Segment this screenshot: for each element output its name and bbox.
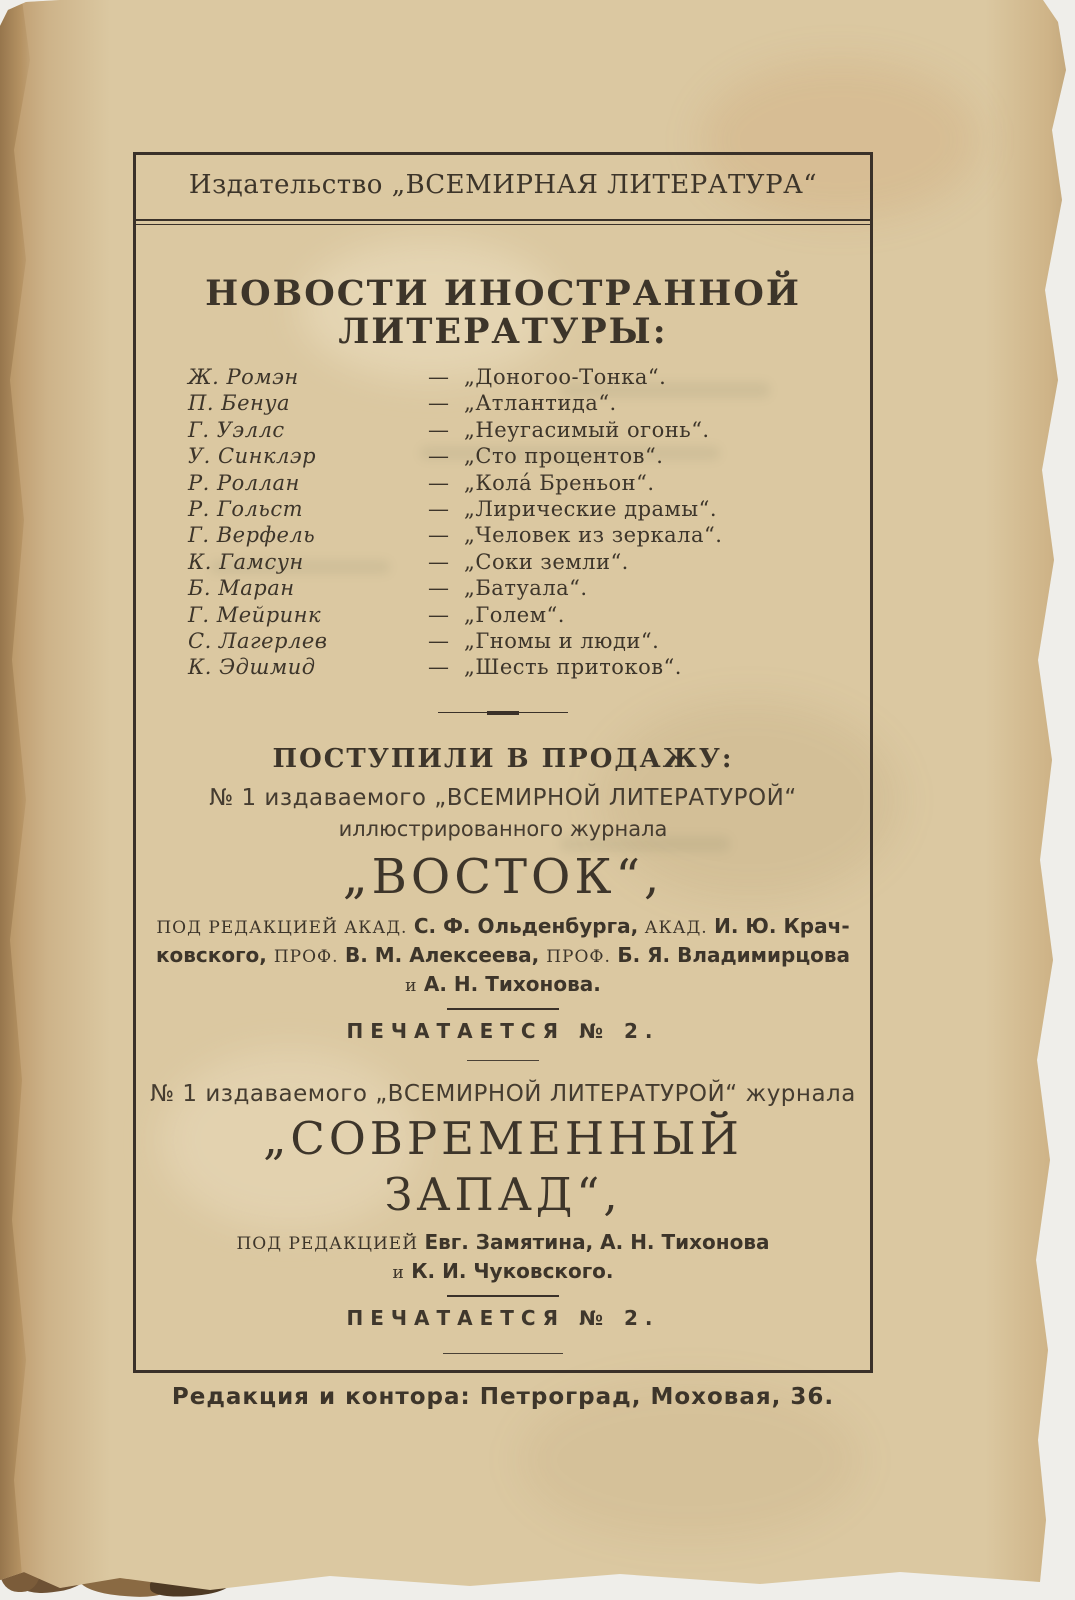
editor-name: В. М. Алексеева,	[344, 942, 547, 967]
dash: —	[428, 655, 449, 680]
address-line: Редакция и контора: Петроград, Моховая, 36.	[171, 1383, 835, 1410]
editors-line	[136, 1229, 870, 1258]
dash: —	[428, 470, 449, 495]
editor-name: Б. Я. Владимирцова	[617, 942, 851, 967]
book-title: „Атлантида“.	[464, 391, 617, 416]
book-title: „Сто процентов“.	[464, 444, 664, 469]
author-name: П. Бенуа	[188, 391, 291, 416]
editor-name: А. Н. Тихонова.	[423, 971, 601, 996]
editor-name: И. Ю. Крач-	[714, 913, 850, 938]
vostok-issue-subline: иллюстрированного журнала	[338, 816, 668, 841]
editors-label: ПРОФ.	[546, 946, 618, 967]
author-name: Г. Верфель	[188, 523, 316, 548]
zapad-editors	[136, 1229, 870, 1287]
editors-label: ПОД РЕДАКЦИЕЙ	[236, 1233, 425, 1254]
book-row	[188, 655, 870, 681]
dash: —	[428, 391, 449, 416]
author-name: Р. Роллан	[188, 470, 300, 495]
editors-label: АКАД.	[638, 917, 715, 938]
vostok-editors	[136, 913, 870, 1000]
journal-title-zapad: „СОВРЕМЕННЫЙ ЗАПАД“,	[263, 1111, 743, 1221]
catalog-title-line2: ЛИТЕРАТУРЫ:	[338, 311, 668, 352]
book-list	[188, 365, 870, 682]
book-row	[188, 391, 870, 417]
book-title: „Голем“.	[464, 602, 565, 627]
book-row	[188, 444, 870, 470]
publisher-header: Издательство „ВСЕМИРНАЯ ЛИТЕРАТУРА“	[188, 170, 818, 200]
book-title: „Человек из зеркала“.	[464, 523, 723, 548]
book-title: „Неугасимый огонь“.	[464, 417, 710, 442]
book-row	[188, 603, 870, 629]
thin-rule	[467, 1060, 539, 1061]
author-name: У. Синклэр	[188, 444, 317, 469]
book-title: „Соки земли“.	[464, 549, 629, 574]
dash: —	[428, 628, 449, 653]
author-name: Г. Уэллс	[188, 417, 285, 442]
book-title: „Батуала“.	[464, 576, 588, 601]
book-title: „Гномы и люди“.	[464, 628, 660, 653]
zapad-issue-line: № 1 издаваемого „ВСЕМИРНОЙ ЛИТЕРАТУРОЙ“ журнала	[150, 1080, 856, 1107]
editors-line	[136, 971, 870, 1000]
vostok-issue-line: № 1 издаваемого „ВСЕМИРНОЙ ЛИТЕРАТУРОЙ“	[209, 784, 797, 811]
book-row	[188, 471, 870, 497]
editors-label: ПРОФ.	[273, 946, 345, 967]
dash: —	[428, 549, 449, 574]
book-row	[188, 629, 870, 655]
dash: —	[428, 444, 449, 469]
book-row	[188, 550, 870, 576]
dash: —	[428, 523, 449, 548]
book-row	[188, 497, 870, 523]
book-row	[188, 365, 870, 391]
author-name: Ж. Ромэн	[188, 365, 299, 389]
editors-label: ПОД РЕДАКЦИЕЙ АКАД.	[156, 917, 414, 938]
book-row	[188, 523, 870, 549]
editors-line	[136, 913, 870, 942]
author-name: Г. Мейринк	[188, 602, 322, 627]
author-name: Б. Маран	[188, 576, 295, 601]
book-title: „Лирические драмы“.	[464, 496, 717, 521]
book-row	[188, 418, 870, 444]
editors-label: и	[405, 975, 424, 996]
editor-name: К. И. Чуковского.	[411, 1258, 614, 1283]
editors-line	[136, 1258, 870, 1287]
book-row	[188, 576, 870, 602]
catalog-title	[136, 275, 870, 351]
book-title: „Кола́ Бреньон“.	[464, 470, 655, 495]
book-title: „Доногоо-Тонка“.	[464, 365, 667, 389]
dash: —	[428, 365, 449, 389]
dash: —	[428, 496, 449, 521]
printing-note-zapad: ПЕЧАТАЕТСЯ № 2.	[346, 1305, 660, 1330]
torn-edge-shading	[985, 0, 1075, 1600]
journal-title-vostok: „ВОСТОК“,	[342, 848, 664, 905]
author-name: К. Гамсун	[188, 549, 304, 574]
book-title: „Шесть притоков“.	[464, 655, 682, 680]
section-divider	[438, 710, 568, 715]
catalog-title-line1: НОВОСТИ ИНОСТРАННОЙ	[205, 273, 801, 314]
editors-line	[136, 942, 870, 971]
double-rule	[136, 219, 870, 225]
dash: —	[428, 602, 449, 627]
author-name: Р. Гольст	[188, 496, 304, 521]
editor-name: С. Ф. Ольденбурга,	[413, 913, 639, 938]
sale-heading: ПОСТУПИЛИ В ПРОДАЖУ:	[272, 743, 734, 774]
dash: —	[428, 417, 449, 442]
medium-rule	[443, 1353, 563, 1354]
printing-note-vostok: ПЕЧАТАЕТСЯ № 2.	[346, 1018, 660, 1043]
author-name: С. Лагерлев	[188, 628, 328, 653]
short-rule	[447, 1008, 559, 1010]
short-rule	[447, 1295, 559, 1297]
dash: —	[428, 576, 449, 601]
author-name: К. Эдшмид	[188, 655, 316, 680]
advert-frame	[133, 152, 873, 1410]
editors-label: и	[392, 1262, 412, 1283]
editor-name: Евг. Замятина, А. Н. Тихонова	[424, 1229, 770, 1254]
editor-name: ковского,	[155, 942, 274, 967]
